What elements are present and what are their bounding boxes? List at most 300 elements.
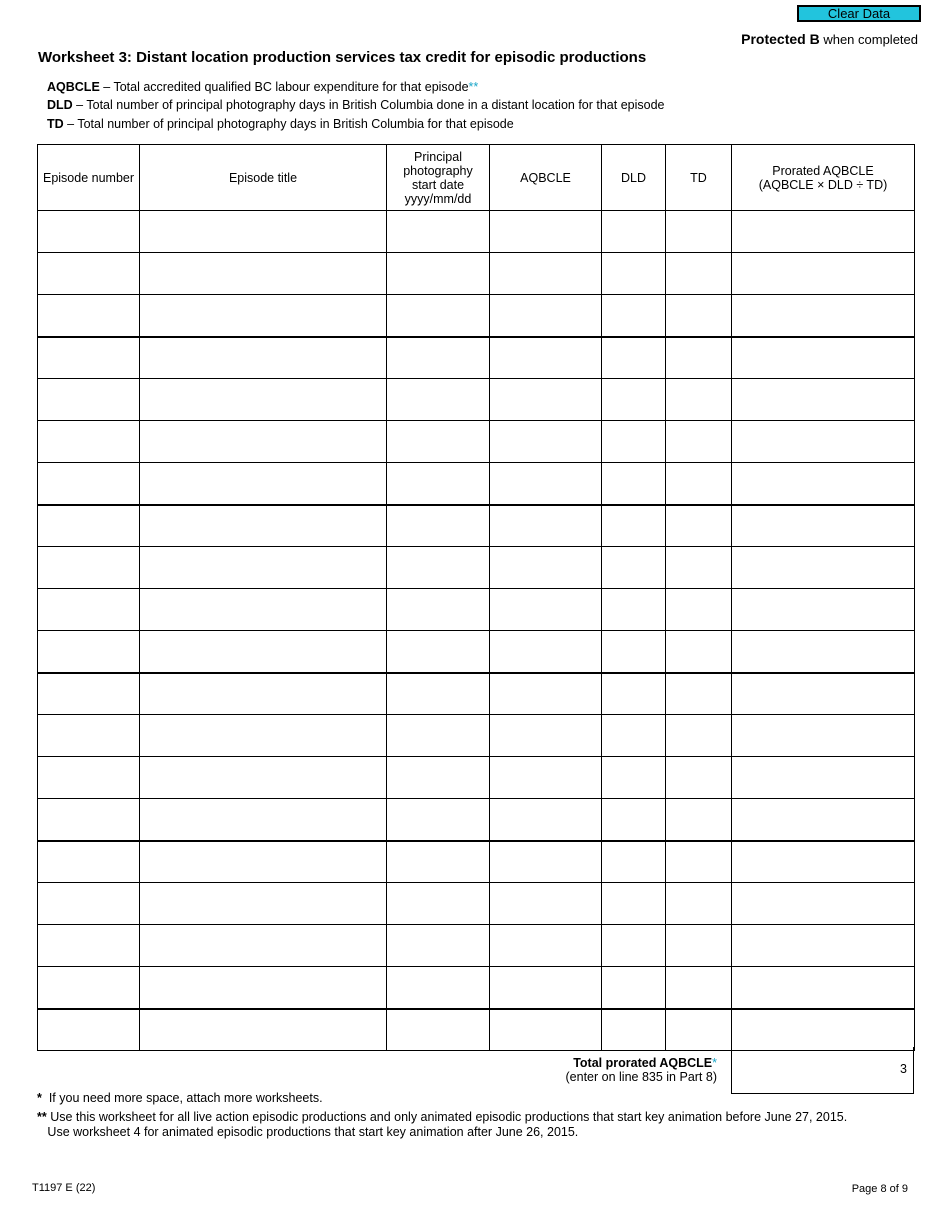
col-dld: DLD [602, 145, 666, 211]
prorated-aqbcle-input[interactable] [732, 253, 914, 294]
cell-episode-title [140, 379, 387, 421]
cell-start-date [387, 925, 490, 967]
cell-prorated-aqbcle [732, 211, 915, 253]
cell-episode-title [140, 589, 387, 631]
table-row [38, 505, 915, 547]
episode-title-input[interactable] [140, 547, 386, 588]
episode-number-input[interactable] [38, 547, 139, 588]
cell-episode-number [38, 799, 140, 841]
table-row [38, 757, 915, 799]
td-input[interactable] [666, 463, 731, 504]
td-input[interactable] [666, 253, 731, 294]
cell-aqbcle [490, 757, 602, 799]
cell-dld [602, 421, 666, 463]
aqbcle-input[interactable] [490, 674, 601, 715]
cell-aqbcle [490, 841, 602, 883]
dld-input[interactable] [602, 1010, 665, 1051]
aqbcle-input[interactable] [490, 883, 601, 924]
dld-input[interactable] [602, 967, 665, 1008]
prorated-aqbcle-input[interactable] [732, 631, 914, 672]
dld-input[interactable] [602, 799, 665, 840]
episode-number-input[interactable] [38, 967, 139, 1008]
prorated-aqbcle-input[interactable] [732, 1010, 914, 1051]
table-row [38, 715, 915, 757]
start-date-input[interactable] [387, 463, 489, 504]
cell-td [666, 967, 732, 1009]
cell-dld [602, 337, 666, 379]
episode-number-input[interactable] [38, 1010, 139, 1051]
protected-suffix: when completed [819, 32, 918, 47]
cell-prorated-aqbcle [732, 421, 915, 463]
cell-aqbcle [490, 547, 602, 589]
td-input[interactable] [666, 547, 731, 588]
cell-dld [602, 505, 666, 547]
cell-td [666, 463, 732, 505]
cell-aqbcle [490, 337, 602, 379]
episode-number-input[interactable] [38, 421, 139, 462]
episode-number-input[interactable] [38, 715, 139, 756]
episode-number-input[interactable] [38, 211, 139, 252]
prorated-aqbcle-input[interactable] [732, 715, 914, 756]
cell-episode-title [140, 421, 387, 463]
cell-aqbcle [490, 631, 602, 673]
episode-title-input[interactable] [140, 883, 386, 924]
episode-title-input[interactable] [140, 715, 386, 756]
cell-start-date [387, 253, 490, 295]
table-row [38, 211, 915, 253]
cell-dld [602, 547, 666, 589]
episode-title-input[interactable] [140, 925, 386, 966]
cell-dld [602, 925, 666, 967]
clear-data-button[interactable]: Clear Data [797, 5, 921, 22]
cell-start-date [387, 589, 490, 631]
start-date-input[interactable] [387, 253, 489, 294]
aqbcle-input[interactable] [490, 547, 601, 588]
cell-prorated-aqbcle [732, 841, 915, 883]
total-prorated-field[interactable] [731, 1047, 914, 1094]
episode-title-input[interactable] [140, 1010, 386, 1051]
start-date-input[interactable] [387, 631, 489, 672]
cell-prorated-aqbcle [732, 295, 915, 337]
table-row [38, 1009, 915, 1051]
episode-title-input[interactable] [140, 757, 386, 798]
table-row [38, 253, 915, 295]
cell-episode-title [140, 925, 387, 967]
cell-aqbcle [490, 883, 602, 925]
td-input[interactable] [666, 967, 731, 1008]
cell-episode-number [38, 883, 140, 925]
dld-input[interactable] [602, 338, 665, 379]
episode-title-input[interactable] [140, 295, 386, 336]
col-prorated-line: Prorated AQBCLE [772, 163, 874, 178]
aqbcle-input[interactable] [490, 589, 601, 630]
col-prorated-aqbcle [732, 145, 915, 211]
cell-episode-title [140, 841, 387, 883]
col-prorated-line: (AQBCLE × DLD ÷ TD) [758, 177, 888, 192]
episode-title-input[interactable] [140, 799, 386, 840]
form-identifier: T1197 E (22) [32, 1182, 96, 1194]
cell-start-date [387, 883, 490, 925]
td-input[interactable] [666, 883, 731, 924]
prorated-aqbcle-input[interactable] [732, 421, 914, 462]
episode-title-input[interactable] [140, 379, 386, 420]
aqbcle-input[interactable] [490, 253, 601, 294]
episode-title-input[interactable] [140, 589, 386, 630]
start-date-input[interactable] [387, 674, 489, 715]
cell-episode-title [140, 799, 387, 841]
aqbcle-input[interactable] [490, 1010, 601, 1051]
cell-start-date [387, 841, 490, 883]
table-row [38, 589, 915, 631]
prorated-aqbcle-input[interactable] [732, 589, 914, 630]
start-date-input[interactable] [387, 842, 489, 883]
cell-episode-title [140, 757, 387, 799]
footnote-usage [37, 1110, 847, 1140]
episode-title-input[interactable] [140, 253, 386, 294]
prorated-aqbcle-input[interactable] [732, 967, 914, 1008]
cell-prorated-aqbcle [732, 253, 915, 295]
cell-td [666, 799, 732, 841]
prorated-aqbcle-input[interactable] [732, 925, 914, 966]
start-date-input[interactable] [387, 967, 489, 1008]
aqbcle-input[interactable] [490, 295, 601, 336]
aqbcle-input[interactable] [490, 506, 601, 547]
table-row [38, 547, 915, 589]
cell-episode-title [140, 211, 387, 253]
start-date-input[interactable] [387, 925, 489, 966]
cell-dld [602, 379, 666, 421]
episode-number-input[interactable] [38, 379, 139, 420]
episode-title-input[interactable] [140, 338, 386, 379]
definition-term: TD [47, 117, 64, 131]
cell-dld [602, 673, 666, 715]
episodes-table [37, 144, 915, 1051]
start-date-input[interactable] [387, 757, 489, 798]
cell-td [666, 841, 732, 883]
cell-prorated-aqbcle [732, 673, 915, 715]
definition-dld [47, 98, 665, 112]
footnote-marker: * [37, 1091, 42, 1105]
cell-td [666, 547, 732, 589]
episode-title-input[interactable] [140, 674, 386, 715]
dld-input[interactable] [602, 253, 665, 294]
cell-dld [602, 295, 666, 337]
episode-number-input[interactable] [38, 463, 139, 504]
episode-number-input[interactable] [38, 883, 139, 924]
aqbcle-input[interactable] [490, 379, 601, 420]
cell-episode-number [38, 715, 140, 757]
table-row [38, 337, 915, 379]
aqbcle-input[interactable] [490, 799, 601, 840]
cell-prorated-aqbcle [732, 547, 915, 589]
aqbcle-input[interactable] [490, 338, 601, 379]
cell-start-date [387, 337, 490, 379]
cell-td [666, 757, 732, 799]
cell-aqbcle [490, 589, 602, 631]
episode-title-input[interactable] [140, 463, 386, 504]
definition-term: DLD [47, 98, 73, 112]
start-date-input[interactable] [387, 506, 489, 547]
aqbcle-input[interactable] [490, 967, 601, 1008]
total-label-text: Total prorated AQBCLE [573, 1056, 713, 1070]
cell-dld [602, 1009, 666, 1051]
start-date-input[interactable] [387, 799, 489, 840]
prorated-aqbcle-input[interactable] [732, 379, 914, 420]
cell-start-date [387, 295, 490, 337]
cell-episode-number [38, 967, 140, 1009]
cell-episode-title [140, 463, 387, 505]
td-input[interactable] [666, 799, 731, 840]
episode-number-input[interactable] [38, 757, 139, 798]
total-instruction: (enter on line 835 in Part 8) [565, 1070, 717, 1084]
cell-episode-title [140, 715, 387, 757]
footnote-text: Use worksheet 4 for animated episodic productions that start key animation after June 26, 2015. [47, 1125, 579, 1139]
td-input[interactable] [666, 421, 731, 462]
prorated-aqbcle-input[interactable] [732, 295, 914, 336]
cell-dld [602, 589, 666, 631]
td-input[interactable] [666, 925, 731, 966]
episode-number-input[interactable] [38, 925, 139, 966]
start-date-input[interactable] [387, 589, 489, 630]
episode-title-input[interactable] [140, 967, 386, 1008]
prorated-aqbcle-input[interactable] [732, 506, 914, 547]
cell-start-date [387, 505, 490, 547]
cell-dld [602, 631, 666, 673]
cell-td [666, 379, 732, 421]
dld-input[interactable] [602, 757, 665, 798]
cell-episode-number [38, 757, 140, 799]
cell-start-date [387, 211, 490, 253]
cell-episode-title [140, 967, 387, 1009]
start-date-input[interactable] [387, 338, 489, 379]
cell-aqbcle [490, 925, 602, 967]
start-date-input[interactable] [387, 421, 489, 462]
cell-td [666, 295, 732, 337]
col-td: TD [666, 145, 732, 211]
dld-input[interactable] [602, 547, 665, 588]
start-date-input[interactable] [387, 883, 489, 924]
episode-number-input[interactable] [38, 631, 139, 672]
td-input[interactable] [666, 211, 731, 252]
cell-start-date [387, 715, 490, 757]
start-date-input[interactable] [387, 715, 489, 756]
table-row [38, 799, 915, 841]
col-start-date-line: photography [403, 163, 473, 178]
td-input[interactable] [666, 674, 731, 715]
definition-text: – Total accredited qualified BC labour expenditure for that episode [99, 80, 469, 94]
dld-input[interactable] [602, 715, 665, 756]
episode-number-input[interactable] [38, 338, 139, 379]
col-episode-number: Episode number [38, 145, 140, 211]
total-prorated-label [566, 1056, 717, 1084]
prorated-aqbcle-input[interactable] [732, 757, 914, 798]
cell-dld [602, 463, 666, 505]
aqbcle-input[interactable] [490, 421, 601, 462]
episode-title-input[interactable] [140, 506, 386, 547]
table-row [38, 295, 915, 337]
episode-number-input[interactable] [38, 799, 139, 840]
prorated-aqbcle-input[interactable] [732, 211, 914, 252]
cell-dld [602, 715, 666, 757]
aqbcle-input[interactable] [490, 715, 601, 756]
aqbcle-input[interactable] [490, 211, 601, 252]
start-date-input[interactable] [387, 379, 489, 420]
dld-input[interactable] [602, 295, 665, 336]
dld-input[interactable] [602, 883, 665, 924]
cell-episode-number [38, 337, 140, 379]
episode-number-input[interactable] [38, 506, 139, 547]
cell-td [666, 715, 732, 757]
table-row [38, 421, 915, 463]
cell-episode-title [140, 883, 387, 925]
episode-number-input[interactable] [38, 842, 139, 883]
prorated-aqbcle-input[interactable] [732, 842, 914, 883]
worksheet-title: Worksheet 3: Distant location production services tax credit for episodic productions [38, 49, 647, 66]
cell-dld [602, 799, 666, 841]
episode-title-input[interactable] [140, 631, 386, 672]
start-date-input[interactable] [387, 295, 489, 336]
td-input[interactable] [666, 295, 731, 336]
aqbcle-input[interactable] [490, 842, 601, 883]
cell-aqbcle [490, 799, 602, 841]
episode-number-input[interactable] [38, 589, 139, 630]
aqbcle-input[interactable] [490, 757, 601, 798]
dld-input[interactable] [602, 631, 665, 672]
cell-prorated-aqbcle [732, 799, 915, 841]
cell-td [666, 883, 732, 925]
start-date-input[interactable] [387, 1010, 489, 1051]
cell-aqbcle [490, 211, 602, 253]
cell-prorated-aqbcle [732, 463, 915, 505]
footnote-text: If you need more space, attach more worksheets. [48, 1091, 323, 1105]
table-row [38, 463, 915, 505]
cell-prorated-aqbcle [732, 337, 915, 379]
prorated-aqbcle-input[interactable] [732, 463, 914, 504]
episode-number-input[interactable] [38, 674, 139, 715]
dld-input[interactable] [602, 589, 665, 630]
prorated-aqbcle-input[interactable] [732, 799, 914, 840]
prorated-aqbcle-input[interactable] [732, 547, 914, 588]
td-input[interactable] [666, 842, 731, 883]
dld-input[interactable] [602, 506, 665, 547]
dld-input[interactable] [602, 211, 665, 252]
cell-episode-number [38, 673, 140, 715]
aqbcle-input[interactable] [490, 631, 601, 672]
definition-term: AQBCLE [47, 80, 100, 94]
episode-number-input[interactable] [38, 295, 139, 336]
cell-episode-title [140, 1009, 387, 1051]
cell-episode-number [38, 841, 140, 883]
cell-aqbcle [490, 673, 602, 715]
start-date-input[interactable] [387, 211, 489, 252]
cell-dld [602, 757, 666, 799]
cell-episode-title [140, 505, 387, 547]
td-input[interactable] [666, 506, 731, 547]
prorated-aqbcle-input[interactable] [732, 883, 914, 924]
cell-aqbcle [490, 715, 602, 757]
definition-text: – Total number of principal photography days in British Columbia done in a distant location for that episode [72, 98, 665, 112]
dld-input[interactable] [602, 421, 665, 462]
cell-episode-number [38, 295, 140, 337]
page-number: Page 8 of 9 [851, 1183, 908, 1195]
footnote-marker: ** [468, 80, 479, 94]
cell-td [666, 505, 732, 547]
td-input[interactable] [666, 631, 731, 672]
episode-number-input[interactable] [38, 253, 139, 294]
cell-aqbcle [490, 1009, 602, 1051]
td-input[interactable] [666, 715, 731, 756]
footnote-marker: ** [37, 1110, 47, 1124]
cell-prorated-aqbcle [732, 505, 915, 547]
cell-td [666, 673, 732, 715]
cell-td [666, 589, 732, 631]
cell-start-date [387, 1009, 490, 1051]
dld-input[interactable] [602, 842, 665, 883]
dld-input[interactable] [602, 925, 665, 966]
cell-start-date [387, 631, 490, 673]
cell-td [666, 211, 732, 253]
cell-prorated-aqbcle [732, 967, 915, 1009]
td-input[interactable] [666, 589, 731, 630]
start-date-input[interactable] [387, 547, 489, 588]
cell-start-date [387, 799, 490, 841]
dld-input[interactable] [602, 674, 665, 715]
footnote-marker: * [712, 1056, 717, 1070]
definition-td [47, 117, 514, 131]
cell-aqbcle [490, 379, 602, 421]
cell-td [666, 421, 732, 463]
prorated-aqbcle-input[interactable] [732, 674, 914, 715]
episode-title-input[interactable] [140, 842, 386, 883]
dld-input[interactable] [602, 379, 665, 420]
cell-episode-title [140, 631, 387, 673]
definition-text: – Total number of principal photography days in British Columbia for that episode [63, 117, 514, 131]
table-header-row [38, 145, 915, 211]
footnote-space [37, 1091, 323, 1106]
aqbcle-input[interactable] [490, 925, 601, 966]
episode-title-input[interactable] [140, 211, 386, 252]
col-start-date-line: Principal [414, 149, 462, 164]
td-input[interactable] [666, 338, 731, 379]
dld-input[interactable] [602, 463, 665, 504]
table-row [38, 631, 915, 673]
cell-dld [602, 841, 666, 883]
cell-prorated-aqbcle [732, 925, 915, 967]
cell-start-date [387, 673, 490, 715]
cell-prorated-aqbcle [732, 715, 915, 757]
col-start-date-line: start date [411, 177, 465, 192]
cell-episode-title [140, 253, 387, 295]
aqbcle-input[interactable] [490, 463, 601, 504]
td-input[interactable] [666, 1010, 731, 1051]
cell-dld [602, 211, 666, 253]
footnote-text: Use this worksheet for all live action episodic productions and only animated episodic productions that start key animation before June 27, 2015. [50, 1110, 848, 1124]
table-row [38, 673, 915, 715]
cell-episode-number [38, 505, 140, 547]
td-input[interactable] [666, 379, 731, 420]
col-episode-title: Episode title [140, 145, 387, 211]
td-input[interactable] [666, 757, 731, 798]
episode-title-input[interactable] [140, 421, 386, 462]
cell-episode-number [38, 631, 140, 673]
cell-prorated-aqbcle [732, 631, 915, 673]
cell-prorated-aqbcle [732, 757, 915, 799]
cell-start-date [387, 421, 490, 463]
col-aqbcle: AQBCLE [490, 145, 602, 211]
cell-episode-title [140, 295, 387, 337]
prorated-aqbcle-input[interactable] [732, 338, 914, 379]
cell-dld [602, 253, 666, 295]
